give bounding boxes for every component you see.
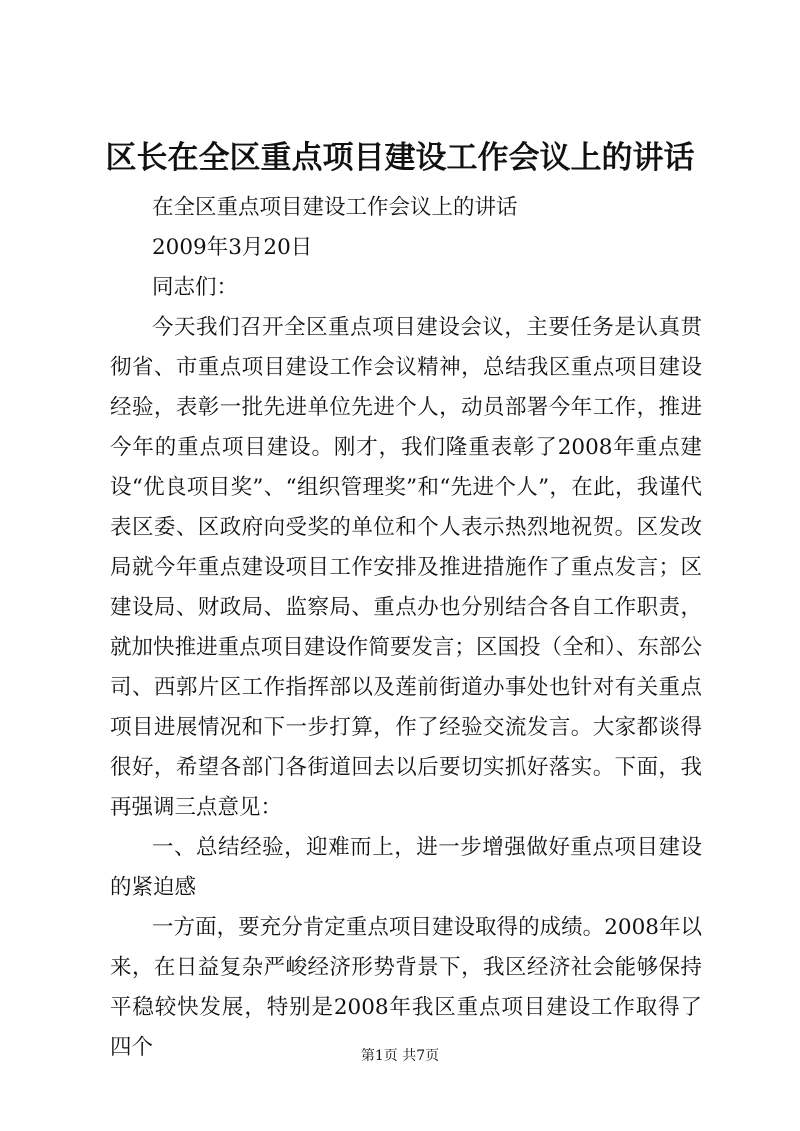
document-body bbox=[110, 188, 702, 1068]
document-title: 区长在全区重点项目建设工作会议上的讲话 bbox=[105, 140, 695, 176]
section-heading-paragraph: 一、总结经验，迎难而上，进一步增强做好重点项目建设的紧迫感 bbox=[110, 835, 702, 900]
date-paragraph: 2009年3月20日 bbox=[152, 235, 313, 260]
body-paragraph: 一方面，要充分肯定重点项目建设取得的成绩。2008年以来，在日益复杂严峻经济形势背景下，我区经济社会能够保持平稳较快发展，特别是2008年我区重点项目建设工作取得了四个 bbox=[110, 915, 702, 1060]
page-number: 第1页 共7页 bbox=[360, 1048, 440, 1064]
body-paragraph: 今天我们召开全区重点项目建设会议，主要任务是认真贯彻省、市重点项目建设工作会议精神，总结我区重点项目建设经验，表彰一批先进单位先进个人，动员部署今年工作，推进今年的重点项目建设。刚才，我们隆重表彰了2008年重点建设“优良项目奖”、“组织管理奖”和“先进个人”，在此，我谨代表区委、区政府向受奖的单位和个人表示热烈地祝贺。区发改局就今年重点建设项目工作安排及推进措施作了重点发言；区建设局、财政局、监察局、重点办也分别结合各自工作职责，就加快推进重点项目建设作简要发言；区国投（全和）、东部公司、西郭片区工作指挥部以及莲前街道办事处也针对有关重点项目进展情况和下一步打算，作了经验交流发言。大家都谈得很好，希望各部门各街道回去以后要切实抓好落实。下面，我再强调三点意见： bbox=[110, 315, 702, 820]
subtitle-paragraph: 在全区重点项目建设工作会议上的讲话 bbox=[152, 195, 518, 220]
salutation-paragraph: 同志们： bbox=[152, 275, 239, 300]
